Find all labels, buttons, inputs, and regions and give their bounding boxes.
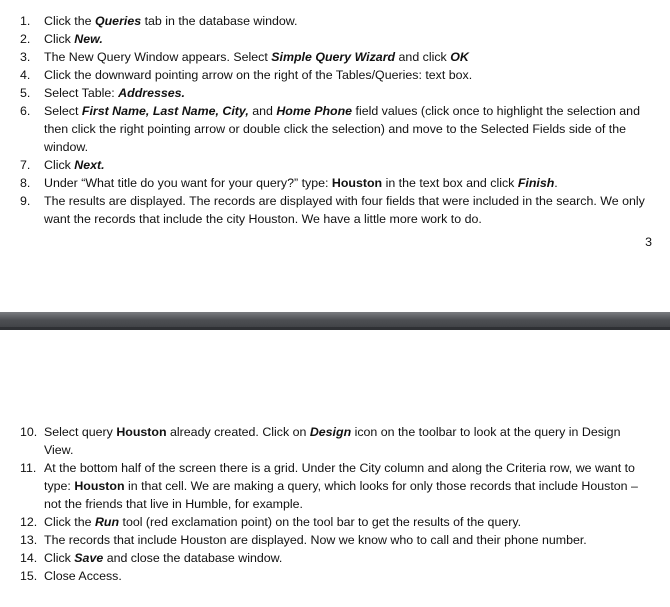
emphasized-text: Addresses. <box>118 86 185 100</box>
emphasized-text: New. <box>74 32 103 46</box>
document-page-bottom <box>0 330 670 607</box>
step-text: and click <box>395 50 451 64</box>
instruction-step <box>20 192 645 228</box>
step-text: tab in the database window. <box>141 14 298 28</box>
step-text: Click the <box>44 14 95 28</box>
instruction-step <box>20 459 650 513</box>
emphasized-text: Houston <box>116 425 167 439</box>
step-text: Under “What title do you want for your query?” type: <box>44 176 332 190</box>
step-text: At the bottom half of the screen there is a grid. Under the City column and along the Criteria row, we want to type: <box>44 461 635 493</box>
instruction-step <box>20 66 645 84</box>
emphasized-text: Save <box>74 551 104 565</box>
emphasized-text: Run <box>94 515 120 529</box>
emphasized-text: Next. <box>74 158 105 172</box>
step-text: and <box>248 104 277 118</box>
step-text: Click <box>44 158 75 172</box>
instruction-step <box>20 513 650 531</box>
instruction-step <box>20 531 650 549</box>
page-separator <box>0 312 670 330</box>
step-number: 1. <box>20 14 31 28</box>
emphasized-text: OK <box>450 50 469 64</box>
step-number: 11. <box>20 461 37 475</box>
step-text: tool (red exclamation point) on the tool bar to get the results of the query. <box>119 515 522 529</box>
step-text: Select query <box>44 425 117 439</box>
step-number: 15. <box>20 569 38 583</box>
instruction-step <box>20 174 645 192</box>
emphasized-text: Design <box>309 425 352 439</box>
step-text: Click the downward pointing arrow on the right of the Tables/Queries: text box. <box>44 68 473 82</box>
instruction-list <box>20 12 645 228</box>
emphasized-text: First Name, Last Name, City, <box>81 104 249 118</box>
emphasized-text: Home Phone <box>276 104 353 118</box>
step-number: 13. <box>20 533 38 547</box>
emphasized-text: Queries <box>94 14 142 28</box>
instruction-step <box>20 102 645 156</box>
step-text: The records that include Houston are displayed. Now we know who to call and their phone number. <box>44 533 587 547</box>
step-text: Click <box>44 32 75 46</box>
instruction-step <box>20 567 650 585</box>
emphasized-text: Simple Query Wizard <box>271 50 396 64</box>
step-number: 9. <box>20 194 31 208</box>
step-text: Close Access. <box>44 569 122 583</box>
step-text: in the text box and click <box>382 176 518 190</box>
emphasized-text: Houston <box>74 479 125 493</box>
step-text: and close the database window. <box>103 551 283 565</box>
step-number: 4. <box>20 68 31 82</box>
instruction-step <box>20 30 645 48</box>
step-text: in that cell. We are making a query, which looks for only those records that include Houston – not the friends that live in Humble, for example. <box>44 479 638 511</box>
step-number: 14. <box>20 551 38 565</box>
instruction-list <box>20 423 650 585</box>
step-text: already created. Click on <box>166 425 310 439</box>
step-text: The results are displayed. The records are displayed with four fields that were included in the search. We only want the records that include the city Houston. We have a little more work to do. <box>44 194 645 226</box>
step-number: 10. <box>20 425 38 439</box>
step-number: 5. <box>20 86 31 100</box>
step-number: 8. <box>20 176 31 190</box>
instruction-step <box>20 12 645 30</box>
instruction-step <box>20 84 645 102</box>
step-text: icon on the toolbar to look at the query in Design View. <box>44 425 621 457</box>
step-text: field values (click once to highlight the selection and then click the right pointing arrow or double click the selection) and move to the Selected Fields side of the window. <box>44 104 640 154</box>
step-text: Select Table: <box>44 86 119 100</box>
page-number: 3 <box>645 235 652 249</box>
step-number: 7. <box>20 158 31 172</box>
step-number: 6. <box>20 104 31 118</box>
instruction-step <box>20 423 650 459</box>
step-number: 2. <box>20 32 31 46</box>
step-text: . <box>554 176 558 190</box>
instruction-step <box>20 156 645 174</box>
step-number: 3. <box>20 50 31 64</box>
instruction-step <box>20 549 650 567</box>
emphasized-text: Finish <box>517 176 555 190</box>
emphasized-text: Houston <box>331 176 383 190</box>
step-text: Select <box>44 104 82 118</box>
step-text: Click the <box>44 515 95 529</box>
step-text: Click <box>44 551 75 565</box>
step-number: 12. <box>20 515 38 529</box>
instruction-step <box>20 48 645 66</box>
step-text: The New Query Window appears. Select <box>44 50 272 64</box>
